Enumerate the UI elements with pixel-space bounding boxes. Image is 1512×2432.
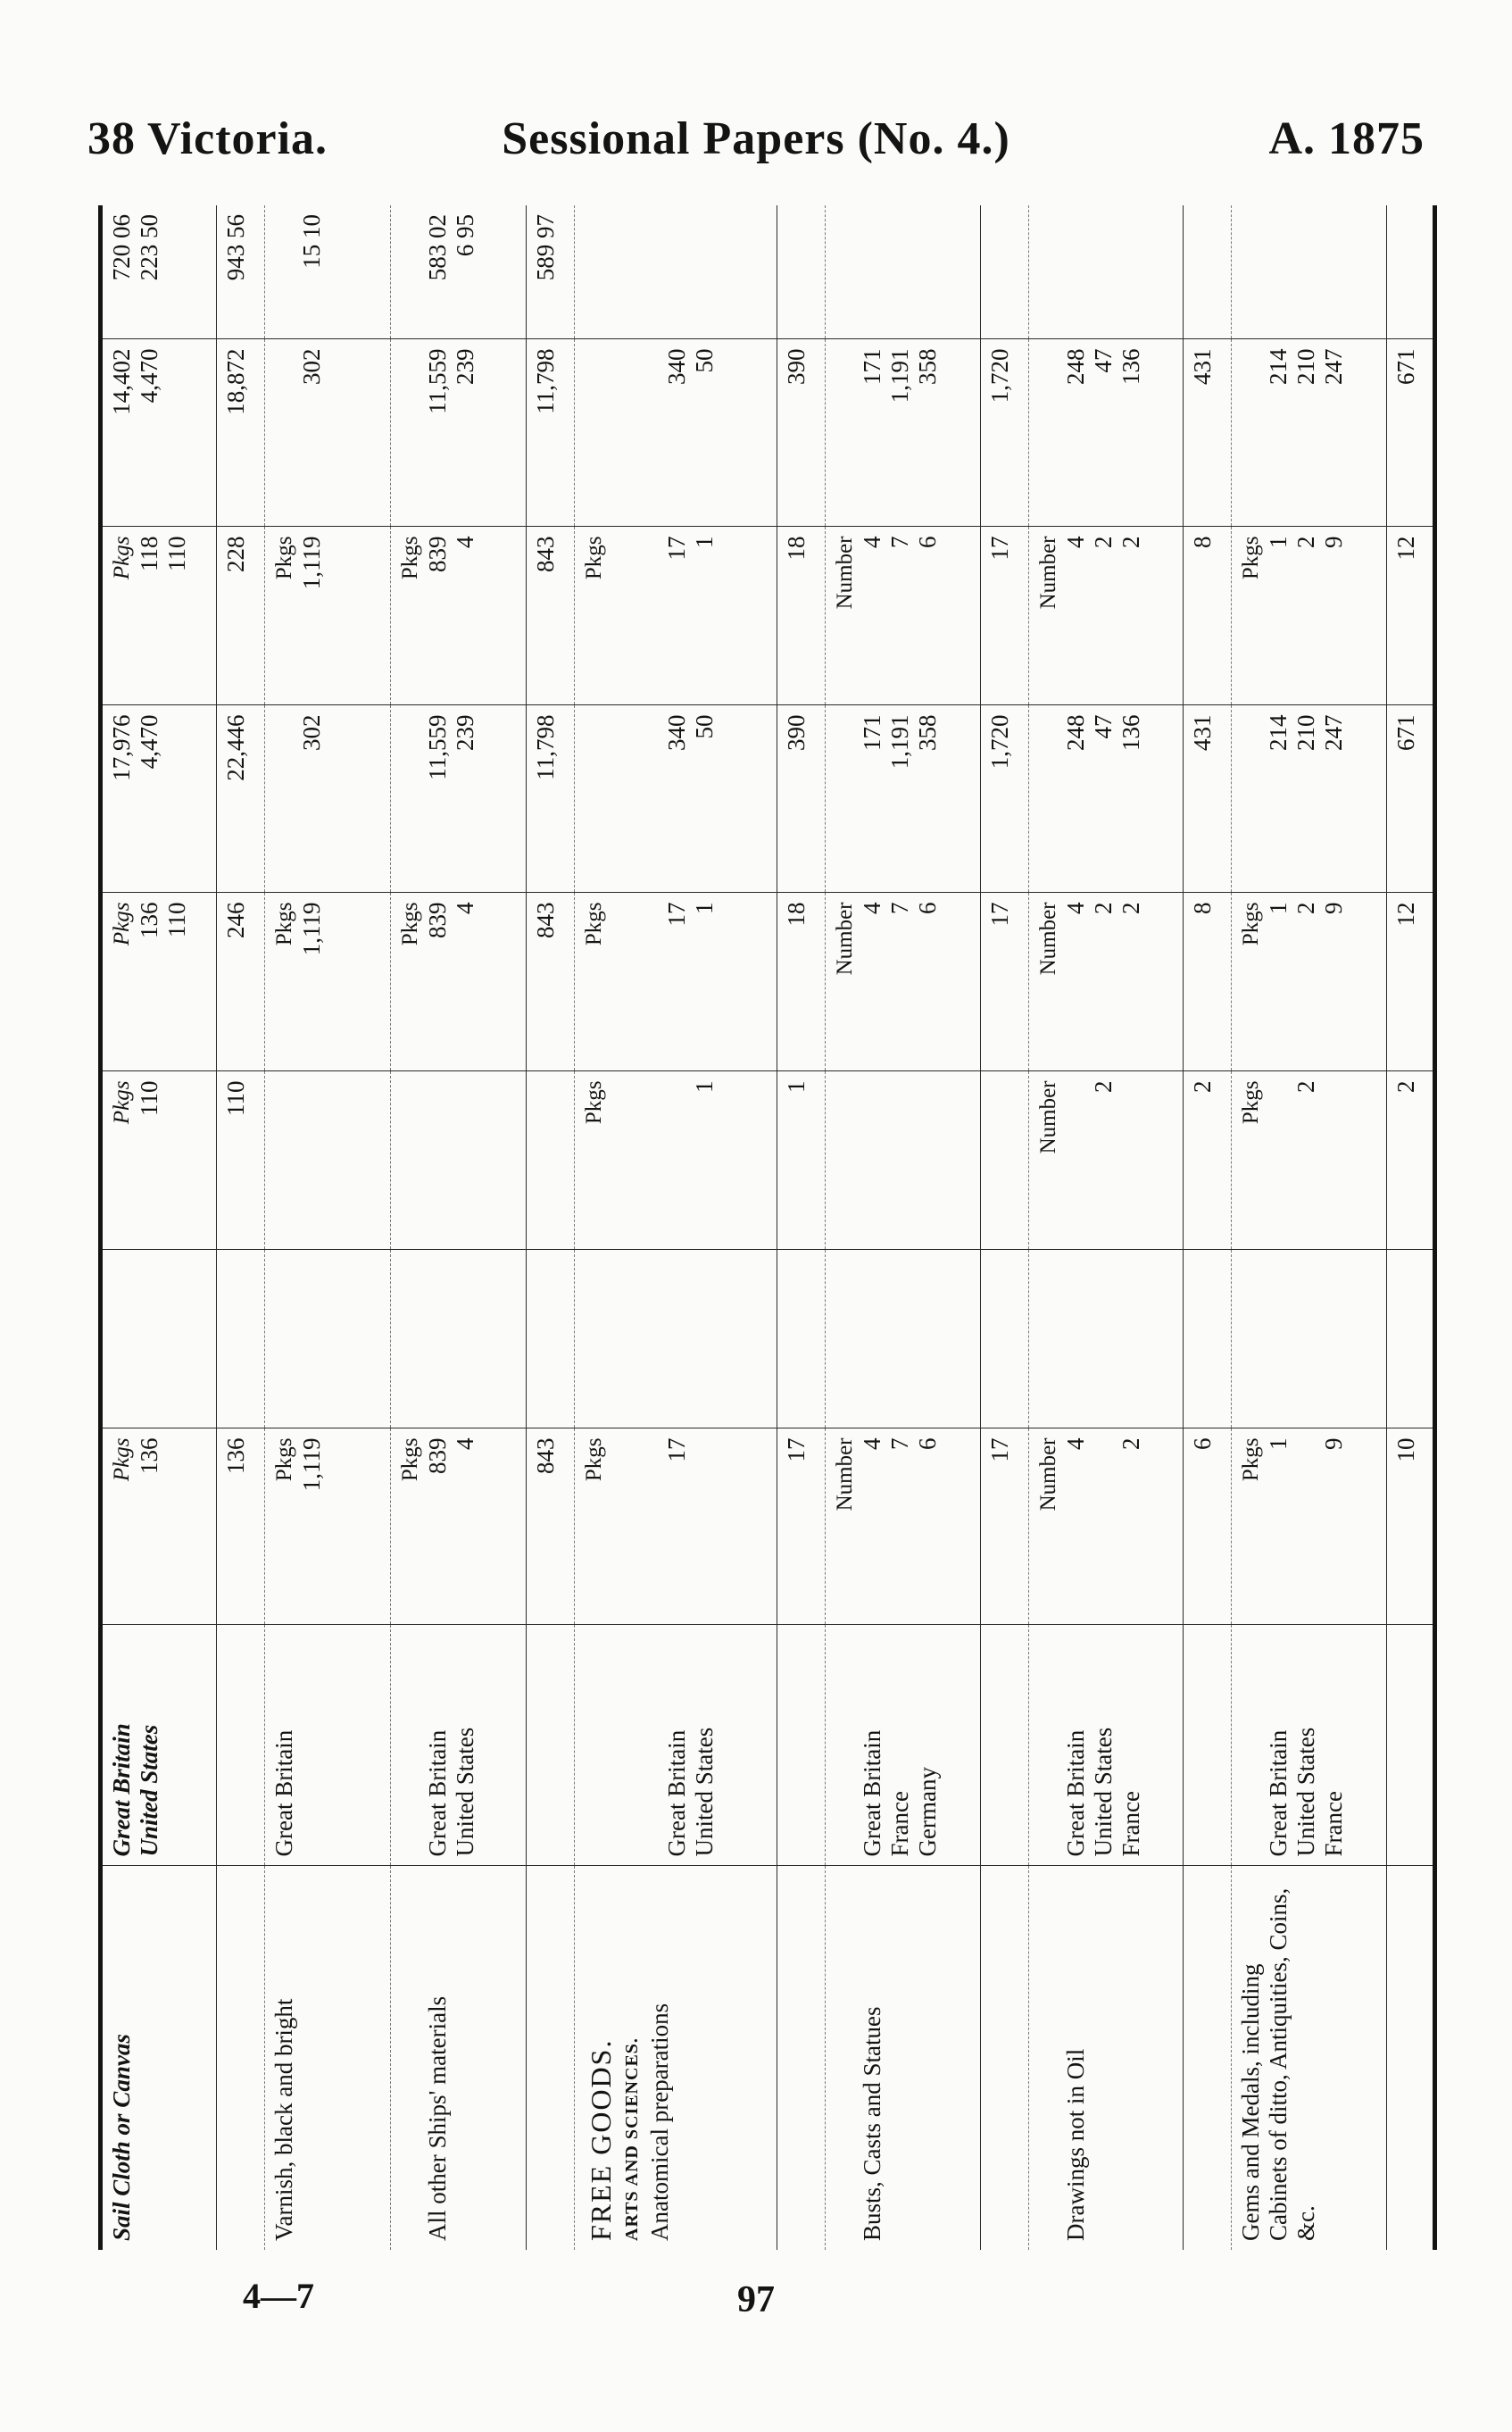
col8-values: 15 10 [265,205,391,339]
total-col4: 246 [217,893,265,1071]
col7-values: 171 1,191 358 [826,339,980,527]
total-col4: 8 [1184,893,1232,1071]
total-col5: 11,798 [526,705,574,893]
table-row-anatomical [574,205,777,2250]
col6-values: Number 4 2 2 [1028,527,1183,705]
table-row-sail-cloth [101,205,217,2250]
total-col1: 843 [526,1428,574,1625]
total-col4: 17 [980,893,1028,1071]
total-col3: 2 [1386,1071,1434,1250]
col5-values: 171 1,191 358 [826,705,980,893]
total-col5: 431 [1184,705,1232,893]
table-row-varnish [265,205,391,2250]
table-row-total [1386,205,1434,2250]
col7-values: 248 47 136 [1028,339,1183,527]
table-row-gems [1232,205,1386,2250]
total-col5: 22,446 [217,705,265,893]
table-row-ships-materials [390,205,526,2250]
col1-values: Number 4 2 [1028,1428,1183,1625]
total-col5: 1,720 [980,705,1028,893]
col3-values: Pkgs 110 [101,1071,217,1250]
header-year: A. 1875 [1268,113,1425,164]
table-row-total [980,205,1028,2250]
header-session: 38 Victoria. [87,113,328,164]
rotated-table-wrapper [98,205,1437,2250]
row-description: FREE GOODS. ARTS AND SCIENCES. Anatomical preparations [574,1866,777,2250]
total-col8: 589 97 [526,205,574,339]
total-col1: 136 [217,1428,265,1625]
col5-values: 302 [265,705,391,893]
total-col7: 671 [1386,339,1434,527]
total-col4: 18 [777,893,826,1071]
row-description: All other Ships' materials [390,1866,526,2250]
table-row-total [777,205,826,2250]
total-col6: 12 [1386,527,1434,705]
col4-values: Number 4 7 6 [826,893,980,1071]
col6-values: Pkgs 1 2 9 [1232,527,1386,705]
total-col6: 17 [980,527,1028,705]
col4-values: Pkgs 136 110 [101,893,217,1071]
footer-signature-mark: 4—7 [243,2276,314,2316]
page-number: 97 [737,2279,775,2320]
total-col7: 18,872 [217,339,265,527]
col5-values: 11,559 239 [390,705,526,893]
col7-values: 214 210 247 [1232,339,1386,527]
col1-values: Pkgs 136 [101,1428,217,1625]
total-col6: 228 [217,527,265,705]
table-row-busts [826,205,980,2250]
country-list: Great Britain United States [574,1625,777,1866]
col4-values: Pkgs 839 4 [390,893,526,1071]
total-col4: 12 [1386,893,1434,1071]
section-subtitle: ARTS AND SCIENCES. [621,2037,642,2241]
total-col7: 431 [1184,339,1232,527]
total-col5: 390 [777,705,826,893]
row-description: Gems and Medals, including Cabinets of ditto, Antiquities, Coins, &c. [1232,1866,1386,2250]
col6-values: Pkgs 118 110 [101,527,217,705]
table-row-drawings [1028,205,1183,2250]
total-col1: 10 [1386,1428,1434,1625]
header-title: Sessional Papers (No. 4.) [502,113,1010,164]
total-col7: 1,720 [980,339,1028,527]
total-col3: 1 [777,1071,826,1250]
col4-values: Pkgs 1,119 [265,893,391,1071]
col5-values: 340 50 [574,705,777,893]
col5-values: 17,976 4,470 [101,705,217,893]
col8-values: 720 06 223 50 [101,205,217,339]
row-description: Drawings not in Oil [1028,1866,1183,2250]
table-row-total [217,205,265,2250]
col6-values: Pkgs 17 1 [574,527,777,705]
row-description: Sail Cloth or Canvas [101,1866,217,2250]
total-col6: 8 [1184,527,1232,705]
country-list: Great Britain United States France [1232,1625,1386,1866]
total-col5: 671 [1386,705,1434,893]
total-col1: 17 [777,1428,826,1625]
col7-values: 302 [265,339,391,527]
total-col1: 17 [980,1428,1028,1625]
col2-values [101,1250,217,1428]
col7-values: 340 50 [574,339,777,527]
col3-values: Pkgs 2 [1232,1071,1386,1250]
col1-values: Pkgs 1 9 [1232,1428,1386,1625]
col3-values: Number 2 [1028,1071,1183,1250]
col7-values: 11,559 239 [390,339,526,527]
col6-values: Pkgs 1,119 [265,527,391,705]
col6-values: Number 4 7 6 [826,527,980,705]
col1-values: Pkgs 17 [574,1428,777,1625]
total-col6: 843 [526,527,574,705]
col1-values: Number 4 7 6 [826,1428,980,1625]
country-list: Great Britain [265,1625,391,1866]
table-row-total [1184,205,1232,2250]
country-list: Great Britain United States France [1028,1625,1183,1866]
col5-values: 214 210 247 [1232,705,1386,893]
total-col4: 843 [526,893,574,1071]
table-row-total [526,205,574,2250]
section-title: FREE GOODS. [584,2038,617,2241]
col4-values: Number 4 2 2 [1028,893,1183,1071]
total-col6: 18 [777,527,826,705]
country-list: Great Britain United States [390,1625,526,1866]
total-col3: 2 [1184,1071,1232,1250]
col7-values: 14,402 4,470 [101,339,217,527]
total-col3: 110 [217,1071,265,1250]
col4-values: Pkgs 1 2 9 [1232,893,1386,1071]
row-description: Varnish, black and bright [265,1866,391,2250]
col3-values: Pkgs 1 [574,1071,777,1250]
col5-values: 248 47 136 [1028,705,1183,893]
total-col7: 390 [777,339,826,527]
country-list: Great Britain France Germany [826,1625,980,1866]
country-list: Great Britain United States [101,1625,217,1866]
row-description: Busts, Casts and Statues [826,1866,980,2250]
total-col7: 11,798 [526,339,574,527]
total-col8: 943 56 [217,205,265,339]
col8-values: 583 02 6 95 [390,205,526,339]
col1-values: Pkgs 1,119 [265,1428,391,1625]
imports-table [98,205,1437,2250]
col6-values: Pkgs 839 4 [390,527,526,705]
col1-values: Pkgs 839 4 [390,1428,526,1625]
total-col1: 6 [1184,1428,1232,1625]
col8-values [574,205,777,339]
col4-values: Pkgs 17 1 [574,893,777,1071]
